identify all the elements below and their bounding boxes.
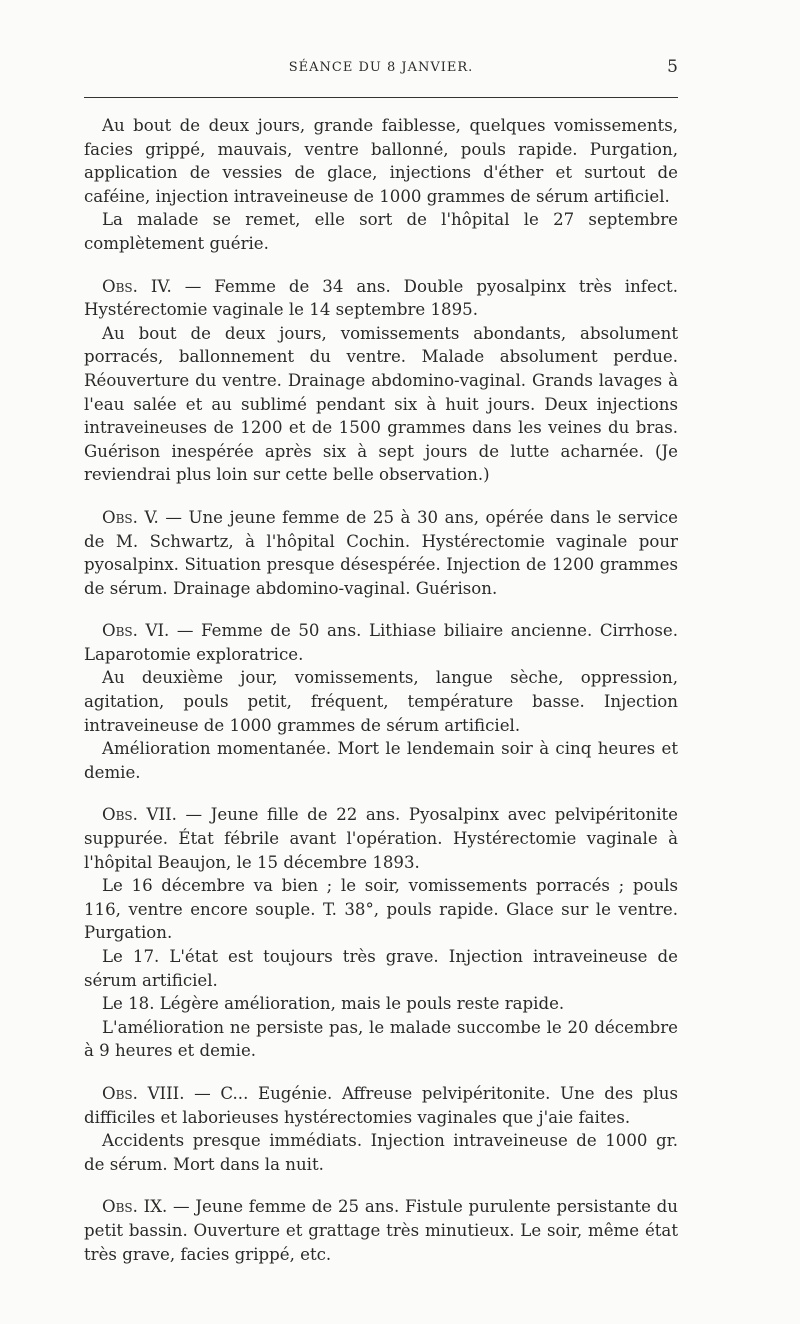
observation-lead: Obs. IX. — Jeune femme de 25 ans. Fistule purulente persistante du petit bassin. Ouverture et grattage très minutieux. Le soir, même état très grave, facies grippé, etc. bbox=[84, 1197, 678, 1264]
observation-7 bbox=[84, 803, 678, 1063]
observation-lead: Obs. V. — Une jeune femme de 25 à 30 ans, opérée dans le service de M. Schwartz, à l'hôpital Cochin. Hystérectomie vaginale pour pyosalpinx. Situation presque désespérée. Injection de 1200 grammes de sérum. Drainage abdomino-vaginal. Guérison. bbox=[84, 507, 678, 598]
paragraph: Au bout de deux jours, grande faiblesse, quelques vomissements, facies grippé, mauvais, ventre ballonné, pouls rapide. Purgation, application de vessies de glace, injections d'éther et surtout de caféine, injection intraveineuse de 1000 grammes de sérum artificiel. bbox=[84, 116, 678, 206]
observation-label: Obs. V. bbox=[102, 507, 159, 527]
body-text bbox=[84, 114, 678, 1266]
observation-lead: Obs. IV. — Femme de 34 ans. Double pyosalpinx très infect. Hystérectomie vaginale le 14 septembre 1895. bbox=[84, 276, 679, 320]
observation-5 bbox=[84, 506, 678, 600]
paragraph: Le 16 décembre va bien ; le soir, vomissements porracés ; pouls 116, ventre encore souple. T. 38°, pouls rapide. Glace sur le ventre. Purgation. bbox=[84, 876, 678, 943]
paragraph: Au deuxième jour, vomissements, langue sèche, oppression, agitation, pouls petit, fréquent, température basse. Injection intraveineuse de 1000 grammes de sérum artificiel. bbox=[84, 668, 678, 735]
paragraph: La malade se remet, elle sort de l'hôpital le 27 septembre complètement guérie. bbox=[84, 210, 678, 253]
running-title: SÉANCE DU 8 JANVIER. bbox=[288, 60, 474, 75]
paragraph: Accidents presque immédiats. Injection intraveineuse de 1000 gr. de sérum. Mort dans la nuit. bbox=[84, 1131, 678, 1174]
paragraph: Au bout de deux jours, vomissements abondants, absolument porracés, ballonnement du ventre. Malade absolument perdue. Réouverture du ventre. Drainage abdomino-vaginal. Grands lavages à l'eau salée et au sublimé pendant six à huit jours. Deux injections intraveineuses de 1200 et de 1500 grammes dans les veines du bras. Guérison inespérée après six à sept jours de lutte acharnée. (Je reviendrai plus loin sur cette belle observation.) bbox=[84, 323, 678, 485]
paragraph: L'amélioration ne persiste pas, le malade succombe le 20 décembre à 9 heures et demie. bbox=[84, 1017, 678, 1061]
observation-6 bbox=[84, 619, 678, 784]
paragraph: Amélioration momentanée. Mort le lendemain soir à cinq heures et demie. bbox=[84, 739, 678, 782]
observation-lead: Obs. VI. — Femme de 50 ans. Lithiase biliaire ancienne. Cirrhose. Laparotomie exploratrice. bbox=[84, 621, 678, 664]
paragraph: Le 18. Légère amélioration, mais le pouls reste rapide. bbox=[102, 994, 565, 1014]
observation-label: Obs. VIII. bbox=[102, 1083, 185, 1103]
header-rule bbox=[84, 97, 678, 98]
paragraph: Le 17. L'état est toujours très grave. Injection intraveineuse de sérum artificiel. bbox=[84, 947, 678, 990]
observation-lead: Obs. VIII. — C... Eugénie. Affreuse pelvipéritonite. Une des plus difficiles et laborieuses hystérectomies vaginales que j'aie faites. bbox=[84, 1083, 678, 1127]
page-header bbox=[84, 57, 678, 88]
observation-8 bbox=[84, 1082, 678, 1176]
observation-label: Obs. VII. bbox=[102, 805, 177, 825]
intro-block bbox=[84, 114, 678, 256]
observation-label: Obs. IV. bbox=[102, 276, 172, 296]
observation-4 bbox=[84, 275, 678, 487]
observation-label: Obs. IX. bbox=[102, 1197, 168, 1217]
page-number: 5 bbox=[667, 57, 678, 77]
observation-lead: Obs. VII. — Jeune fille de 22 ans. Pyosalpinx avec pelvipéritonite suppurée. État fébrile avant l'opération. Hystérectomie vaginale à l'hôpital Beaujon, le 15 décembre 1893. bbox=[84, 805, 678, 872]
observation-label: Obs. VI. bbox=[102, 621, 170, 641]
observation-9 bbox=[84, 1195, 678, 1266]
